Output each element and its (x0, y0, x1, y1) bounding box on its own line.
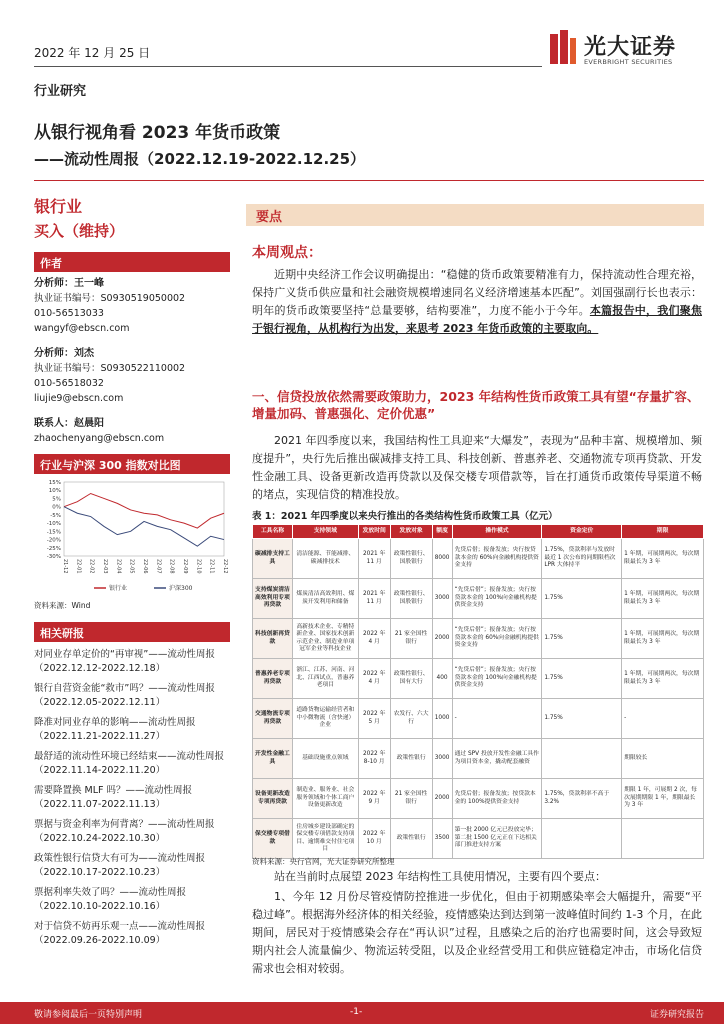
table-cell: 2022 年 8-10 月 (358, 739, 390, 779)
table-cell: 住房城乡建设部确定的保交楼专项借款支持项目、逾期难交付住宅项目 (292, 819, 358, 859)
related-report-title[interactable]: 政策性银行信贷大有可为——流动性周报 (34, 853, 206, 864)
y-tick-label: -25% (46, 545, 61, 552)
related-report-item[interactable] (34, 886, 234, 914)
analyst-1 (34, 276, 185, 336)
table-cell: “先贷后借”；报备发放；央行按贷款本金的 100%向金融机构提供资金支持 (452, 579, 542, 619)
policy-tools-table (252, 524, 704, 859)
x-tick-label: 22-09 (182, 559, 188, 574)
contact-name: 联系人：赵晨阳 (34, 418, 104, 429)
table-row (253, 659, 704, 699)
related-report-date: （2022.11.14-2022.11.20） (34, 765, 166, 776)
table-cell: 2021 年 11 月 (358, 579, 390, 619)
related-report-item[interactable] (34, 750, 234, 778)
related-report-title[interactable]: 对于信贷不妨再乐观一点——流动性周报 (34, 921, 206, 932)
table-cell: 政策性银行、国股银行 (390, 579, 432, 619)
related-list (34, 648, 234, 954)
section-label: 行业研究 (34, 84, 87, 99)
table-cell: 支持煤炭清洁高效利用专项再贷款 (253, 579, 293, 619)
page-number: -1- (350, 1007, 363, 1017)
table-cell: 普惠养老专项再贷款 (253, 659, 293, 699)
related-report-title[interactable]: 银行自营资金能“救市”吗？——流动性周报 (34, 683, 215, 694)
table-row (253, 739, 704, 779)
intro-emphasis: 本篇报告中，我们聚焦于银行视角，从机构行为出发，来思考 2023 年货币政策的主要取向。 (252, 304, 703, 335)
table-cell: 2021 年 11 月 (358, 539, 390, 579)
chart-frame (64, 482, 224, 556)
table-header-cell: 操作模式 (452, 525, 542, 539)
analyst-email[interactable]: wangyf@ebscn.com (34, 323, 130, 334)
table-title: 表 1：2021 年四季度以来央行推出的各类结构性货币政策工具（亿元） (252, 511, 558, 522)
gist-label: 要点 (256, 210, 283, 225)
related-report-title[interactable]: 降准对同业存单的影响——流动性周报 (34, 717, 196, 728)
table-cell: 期限较长 (622, 739, 704, 779)
table-cell: 期限 1 年，可展期 2 次，每次展期期限 1 年，期限最长为 3 年 (622, 779, 704, 819)
table-cell: 政策性银行、国股银行 (390, 539, 432, 579)
related-report-title[interactable]: 对同业存单定价的“再审视”——流动性周报 (34, 649, 215, 660)
table-cell: 2022 年 10 月 (358, 819, 390, 859)
x-tick-label: 21-12 (62, 559, 68, 574)
table-cell: 基础设施重点领域 (292, 739, 358, 779)
table-cell: 3000 (432, 739, 452, 779)
report-date: 2022 年 12 月 25 日 (34, 46, 151, 60)
authors-header: 作者 (34, 252, 230, 272)
table-row (253, 779, 704, 819)
footer-report-type: 证券研究报告 (649, 1010, 704, 1020)
table-cell: 1000 (432, 699, 452, 739)
table-cell (622, 819, 704, 859)
page-subtitle: ——流动性周报（2022.12.19-2022.12.25） (34, 150, 366, 168)
table-header-cell: 支持领域 (292, 525, 358, 539)
table-cell: 2022 年 9 月 (358, 779, 390, 819)
table-cell: 3500 (432, 819, 452, 859)
table-row (253, 579, 704, 619)
table-cell: 农发行、六大行 (390, 699, 432, 739)
related-report-item[interactable] (34, 784, 234, 812)
x-tick-label: 22-08 (168, 559, 175, 574)
paragraph-outlook: 站在当前时点展望 2023 年结构性工具使用情况，主要有四个要点： (274, 870, 606, 883)
related-report-title[interactable]: 票据利率失效了吗？——流动性周报 (34, 887, 187, 898)
table-cell (542, 819, 622, 859)
x-tick-label: 22-10 (195, 559, 202, 574)
table-cell: 科技创新再贷款 (253, 619, 293, 659)
table-cell: 21 家全国性银行 (390, 779, 432, 819)
related-report-date: （2022.09.26-2022.10.09） (34, 935, 166, 946)
x-tick-label: 22-11 (208, 559, 215, 574)
table-cell: 浙江、江苏、河南、河北、江西试点，普惠养老项目 (292, 659, 358, 699)
y-tick-label: 0% (52, 504, 61, 511)
table-row (253, 819, 704, 859)
table-cell: 通过 SPV 投放开发性金融工具作为项目资本金，撬动配套融资 (452, 739, 542, 779)
analyst-phone: 010-56518032 (34, 378, 104, 389)
related-report-date: （2022.11.07-2022.11.13） (34, 799, 166, 810)
logo-english: EVERBRIGHT SECURITIES (584, 58, 673, 66)
table-cell: 开发性金融工具 (253, 739, 293, 779)
x-tick-label: 22-07 (155, 559, 162, 574)
everbright-logo-icon (548, 28, 578, 68)
table-cell: 煤炭清洁高效利用、煤炭开发利用和储备 (292, 579, 358, 619)
contact (34, 416, 164, 446)
table-row (253, 699, 704, 739)
table-cell: 高新技术企业、专精特新企业、国家技术创新示范企业、制造业单项冠军企业等科技企业 (292, 619, 358, 659)
view-title: 本周观点： (252, 245, 322, 261)
related-header: 相关研报 (34, 622, 230, 642)
related-report-title[interactable]: 需要降置换 MLF 吗？——流动性周报 (34, 785, 192, 796)
chart-header: 行业与沪深 300 指数对比图 (34, 454, 230, 474)
x-tick-label: 22-12 (222, 559, 228, 574)
table-cell: 2022 年 4 月 (358, 659, 390, 699)
table-cell: 第一批 2000 亿元已投放完毕；第二批 1500 亿元正在下达相关部门推进支持方案 (452, 819, 542, 859)
table-cell: 碳减排支持工具 (253, 539, 293, 579)
related-report-title[interactable]: 票据与资金利率为何背离？——流动性周报 (34, 819, 215, 830)
table-cell: - (452, 699, 542, 739)
table-cell: 1 年期，可展期两次，每次期限最长为 3 年 (622, 659, 704, 699)
table-cell: 先贷后借；报备发放；央行按贷款本金的 60%向金融机构提供资金支持 (452, 539, 542, 579)
table-cell: 1 年期，可展期两次，每次期限最长为 3 年 (622, 579, 704, 619)
industry-label: 银行业 (34, 197, 83, 216)
table-cell: 2000 (432, 619, 452, 659)
rating-label: 买入（维持） (34, 222, 125, 240)
table-cell: 保交楼专项借款 (253, 819, 293, 859)
related-report-item[interactable] (34, 682, 234, 710)
related-report-title[interactable]: 最舒适的流动性环境已经结束——流动性周报 (34, 751, 225, 762)
intro-text: 近期中央经济工作会议明确提出：“稳健的货币政策要精准有力，保持流动性合理充裕，保持广义货币供应量和社会融资规模增速同名义经济增速基本匹配”。刘国强副行长也表示：明年的货币政策要坚持“总量要够，结构要准”，力度不能小于今年。 (252, 268, 702, 317)
table-cell: 21 家全国性银行 (390, 619, 432, 659)
title-divider (34, 180, 704, 181)
table-header-cell: 工具名称 (253, 525, 293, 539)
related-report-item[interactable] (34, 852, 234, 880)
table-cell: 1.75% (542, 659, 622, 699)
analyst-2 (34, 346, 185, 406)
table-header-cell: 额度 (432, 525, 452, 539)
analyst-license: 执业证书编号：S0930522110002 (34, 363, 186, 374)
table-cell: 2022 年 4 月 (358, 619, 390, 659)
table-cell: 制造业、服务业、社会服务领域和个体工商户设备更新改造 (292, 779, 358, 819)
table-cell: 1.75% (542, 699, 622, 739)
table-header-cell: 期限 (622, 525, 704, 539)
y-tick-label: -30% (46, 554, 61, 560)
x-tick-label: 22-04 (115, 559, 122, 574)
table-cell: 8000 (432, 539, 452, 579)
x-tick-label: 22-06 (142, 559, 148, 574)
table-cell: 道路货物运输经营者和中小微物流（含快递）企业 (292, 699, 358, 739)
table-cell: 1 年期，可展期两次，每次期限最长为 3 年 (622, 619, 704, 659)
table-cell: “先贷后借”；报备发放；央行按贷款本金的 100%向金融机构提供资金支持 (452, 659, 542, 699)
related-report-date: （2022.11.21-2022.11.27） (34, 731, 166, 742)
table-cell: 政策性银行 (390, 819, 432, 859)
section-heading-1: 一、信贷投放依然需要政策助力，2023 年结构性货币政策工具有望“存量扩容、增量加码、普惠强⁠化、定价优惠” (252, 389, 700, 421)
table-source: 资料来源：央行官网，光大证券研究所整理 (252, 857, 395, 866)
paragraph-point-1: 1、今年 12 月份尽管疫情防控推进一步优化，但由于初期感染率会大幅提升，需要“平稳过峰”。根据海外经济体的相关经验，疫情感染达到达到第一波峰值时间约 1-3 个月，在此期间，居民对于疫情感染会存在“再认识”过程，且感染之后的治疗也需要时间，这会导致短期内社会人流量偏少、物流运转受阻，以及企业经营受用工和供应链稳定冲击，市场化信贷需求也会相对较弱。 (252, 890, 702, 975)
table-cell: 1.75% (542, 579, 622, 619)
y-tick-label: 10% (48, 488, 61, 495)
table-cell: 400 (432, 659, 452, 699)
related-report-item[interactable] (34, 920, 234, 948)
related-report-date: （2022.10.24-2022.10.30） (34, 833, 166, 844)
table-cell: 1.75%，贷款利率不高于 3.2% (542, 779, 622, 819)
table-cell: 1.75% (542, 619, 622, 659)
analyst-email[interactable]: liujie9@ebscn.com (34, 393, 124, 404)
footer-bar (0, 1002, 724, 1024)
table-header-row (253, 525, 704, 539)
y-tick-label: 5% (52, 496, 61, 503)
related-report-date: （2022.10.17-2022.10.23） (34, 867, 166, 878)
analyst-phone: 010-56513033 (34, 308, 104, 319)
table-header-cell: 发放时间 (358, 525, 390, 539)
table-cell: 先贷后借；报备发放；按贷款本金的 100%提供资金支持 (452, 779, 542, 819)
analyst-name: 分析师：刘杰 (34, 348, 94, 359)
x-tick-label: 22-03 (102, 559, 108, 574)
legend-label: 沪深300 (169, 585, 193, 592)
gist-bar (246, 204, 704, 226)
series-line-0 (64, 494, 224, 529)
page-title: 从银行视角看 2023 年货币政策 (34, 123, 281, 143)
x-tick-label: 22-02 (88, 559, 95, 574)
table-cell: 清洁能源、节能减排、碳减排技术 (292, 539, 358, 579)
analyst-name: 分析师：王一峰 (34, 278, 104, 289)
related-report-date: （2022.10.10-2022.10.16） (34, 901, 166, 912)
logo-text: 光大证券 (584, 35, 677, 60)
table-cell: 设备更新改造专项再贷款 (253, 779, 293, 819)
table-cell: 2022 年 5 月 (358, 699, 390, 739)
y-tick-label: -15% (46, 529, 61, 536)
table-cell: 3000 (432, 579, 452, 619)
table-row (253, 619, 704, 659)
related-report-date: （2022.12.12-2022.12.18） (34, 663, 166, 674)
y-tick-label: -10% (46, 521, 61, 528)
y-tick-label: -20% (46, 537, 61, 544)
chart-source: 资料来源：Wind (34, 601, 91, 610)
table-cell: 政策性银行、国有大行 (390, 659, 432, 699)
related-report-item[interactable] (34, 818, 234, 846)
footer-disclaimer[interactable]: 敬请参阅最后一页特别声明 (34, 1010, 143, 1020)
header-divider (34, 66, 542, 67)
y-tick-label: 15% (48, 480, 61, 486)
table-cell: 交通物流专项再贷款 (253, 699, 293, 739)
table-header-cell: 发放对象 (390, 525, 432, 539)
related-report-date: （2022.12.05-2022.12.11） (34, 697, 166, 708)
x-tick-label: 22-05 (128, 559, 135, 574)
x-tick-label: 22-01 (75, 559, 82, 574)
table-cell: 政策性银行 (390, 739, 432, 779)
table-cell: - (622, 699, 704, 739)
related-report-item[interactable] (34, 716, 234, 744)
table-header-cell: 资金定价 (542, 525, 622, 539)
table-cell (542, 739, 622, 779)
analyst-license: 执业证书编号：S0930519050002 (34, 293, 186, 304)
paragraph-tools: 2021 年四季度以来，我国结构性工具迎来“大爆发”，表现为“品种丰富、规模增加、频度提升”，央行先后推出碳减排支持工具、科技创新、普惠养老、交通物流专项再贷款、开发性金融工具、设备更新改造再贷款以及保交楼专项借款等，旨在打通货币政策传导渠道不畅的堵点，实现信贷的精准投放。 (252, 434, 702, 501)
y-tick-label: -5% (50, 512, 61, 519)
contact-email[interactable]: zhaochenyang@ebscn.com (34, 433, 165, 444)
table-cell: 2000 (432, 779, 452, 819)
index-comparison-chart (34, 476, 230, 596)
table-cell: 1.75%，贷款利率与发放时最近 1 次公布的同期限档次 LPR 大体持平 (542, 539, 622, 579)
table-cell: 1 年期，可展期两次，每次期限最长为 3 年 (622, 539, 704, 579)
related-report-item[interactable] (34, 648, 234, 676)
paragraph-intro (252, 266, 702, 338)
table-cell: “先贷后借”；报备发放；央行按贷款本金的 60%向金融机构提供资金支持 (452, 619, 542, 659)
legend-label: 银行业 (109, 585, 128, 592)
table-row (253, 539, 704, 579)
